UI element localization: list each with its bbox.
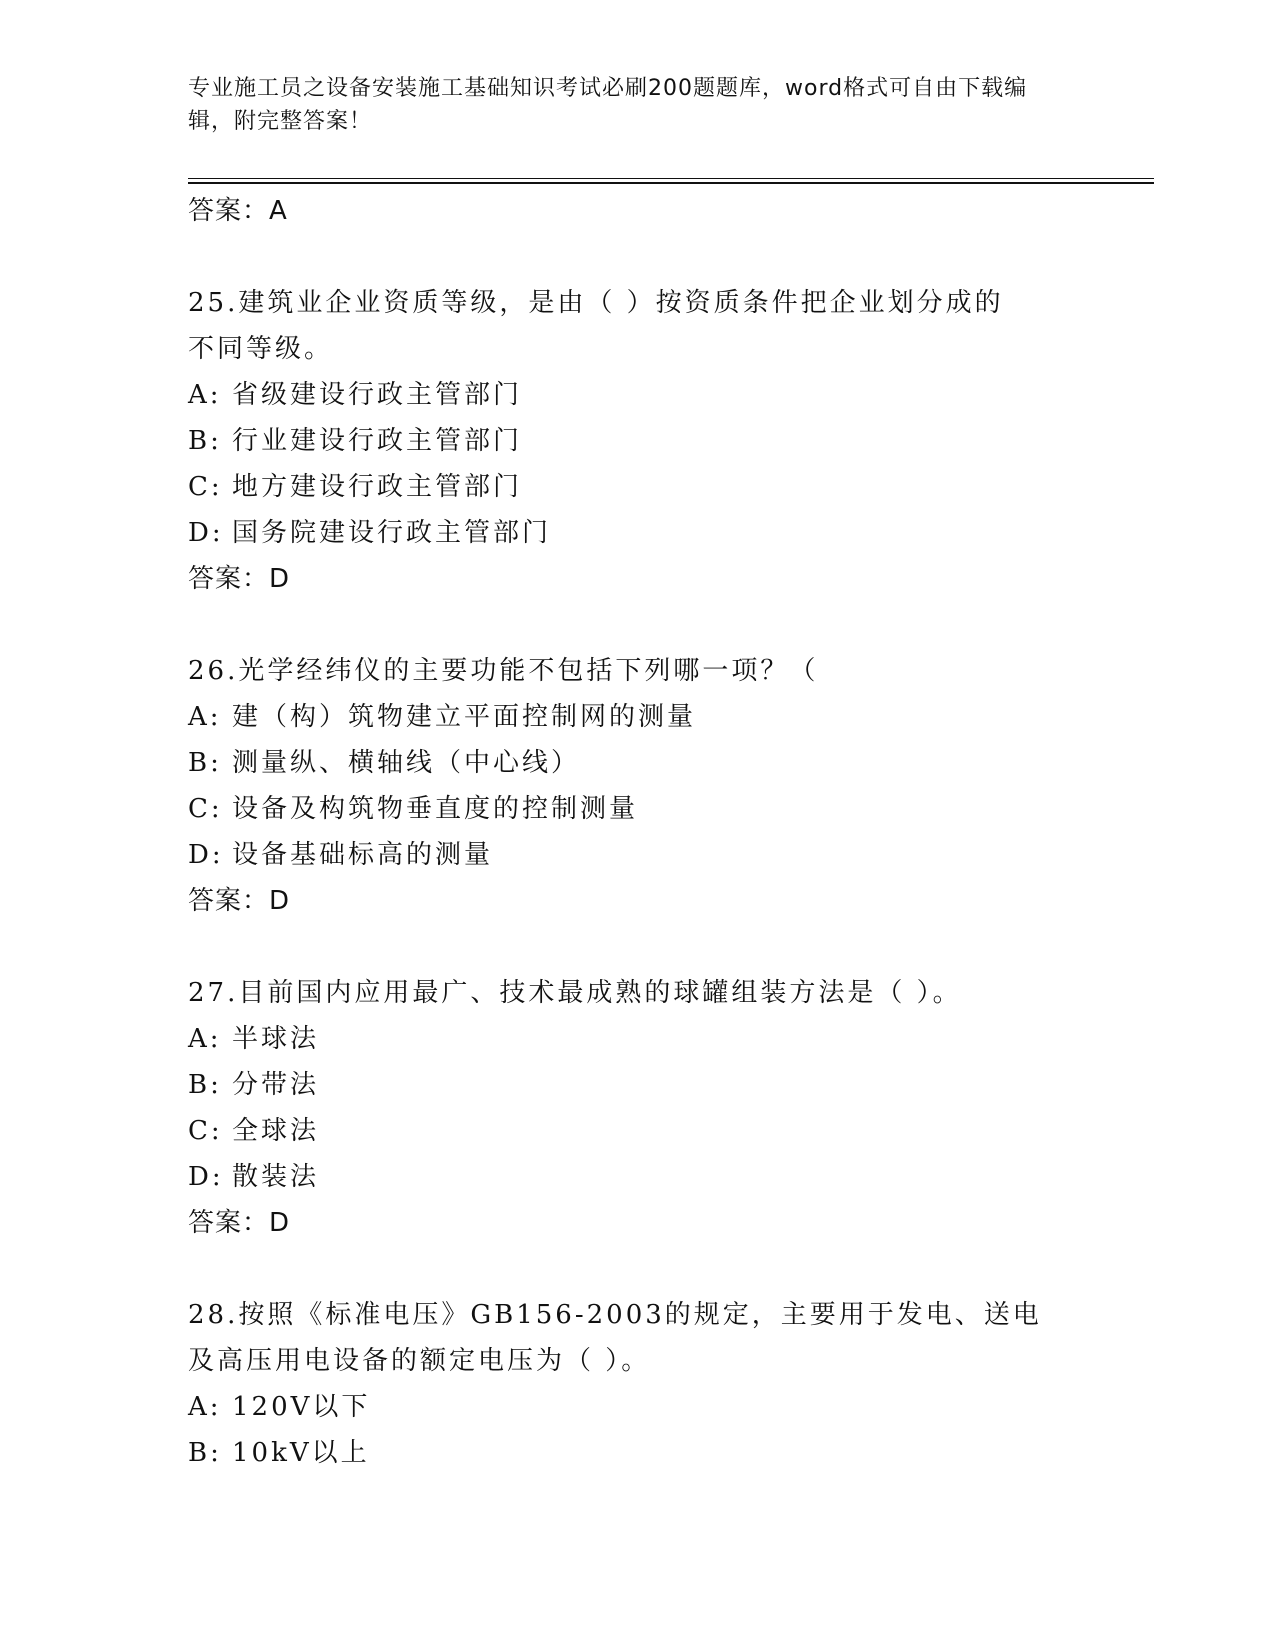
answer-line: 答案：A — [188, 196, 288, 226]
option-item — [188, 418, 1088, 464]
option-item — [188, 786, 1088, 832]
answer-line: 答案：D — [188, 1208, 291, 1238]
option-item — [188, 1016, 1088, 1062]
document-body — [188, 188, 1088, 1476]
question-text: 25.建筑业企业资质等级，是由（ ）按资质条件把企业划分成的不同等级。 — [188, 288, 1004, 364]
question-text: 28.按照《标准电压》GB156-2003的规定，主要用于发电、送电及高压用电设备的额定电压为（ ）。 — [188, 1300, 1042, 1376]
option-text: 120V以下 — [232, 1392, 371, 1422]
option-item — [188, 372, 1088, 418]
question-block — [188, 280, 1088, 602]
option-label: B: — [188, 748, 222, 778]
document-header: 专业施工员之设备安装施工基础知识考试必刷200题题库，word格式可自由下载编辑，附完整答案！ — [188, 76, 1028, 134]
option-item — [188, 510, 1088, 556]
option-label: B: — [188, 426, 222, 456]
option-text: 设备及构筑物垂直度的控制测量 — [232, 794, 639, 824]
option-label: B: — [188, 1438, 222, 1468]
option-text: 建（构）筑物建立平面控制网的测量 — [232, 702, 697, 732]
option-label: C: — [188, 472, 223, 502]
option-text: 分带法 — [232, 1070, 320, 1100]
option-label: D: — [188, 518, 224, 548]
question-block — [188, 970, 1088, 1246]
option-text: 省级建设行政主管部门 — [232, 380, 523, 410]
header-rule-thin — [188, 178, 1154, 179]
option-item — [188, 464, 1088, 510]
option-item — [188, 1384, 1088, 1430]
option-label: C: — [188, 794, 223, 824]
question-block — [188, 1292, 1088, 1476]
option-text: 全球法 — [232, 1116, 320, 1146]
question-text: 26.光学经纬仪的主要功能不包括下列哪一项？（ — [188, 656, 819, 686]
option-text: 设备基础标高的测量 — [232, 840, 494, 870]
question-block — [188, 648, 1088, 924]
option-label: C: — [188, 1116, 223, 1146]
option-text: 散装法 — [232, 1162, 320, 1192]
option-text: 测量纵、横轴线（中心线） — [232, 748, 581, 778]
option-item — [188, 1430, 1088, 1476]
option-item — [188, 1062, 1088, 1108]
header-rule-thick — [188, 182, 1154, 184]
option-label: D: — [188, 1162, 224, 1192]
option-label: B: — [188, 1070, 222, 1100]
answer-line: 答案：D — [188, 886, 291, 916]
option-text: 半球法 — [232, 1024, 320, 1054]
option-item — [188, 1108, 1088, 1154]
option-text: 行业建设行政主管部门 — [232, 426, 523, 456]
option-item — [188, 1154, 1088, 1200]
option-label: A: — [188, 702, 222, 732]
option-label: D: — [188, 840, 224, 870]
option-item — [188, 832, 1088, 878]
option-text: 国务院建设行政主管部门 — [232, 518, 552, 548]
option-item — [188, 740, 1088, 786]
option-label: A: — [188, 1392, 222, 1422]
option-item — [188, 694, 1088, 740]
option-text: 地方建设行政主管部门 — [232, 472, 523, 502]
answer-line: 答案：D — [188, 564, 291, 594]
option-label: A: — [188, 1024, 222, 1054]
question-text: 27.目前国内应用最广、技术最成熟的球罐组装方法是（ ）。 — [188, 978, 962, 1008]
option-text: 10kV以上 — [232, 1438, 370, 1468]
option-label: A: — [188, 380, 222, 410]
